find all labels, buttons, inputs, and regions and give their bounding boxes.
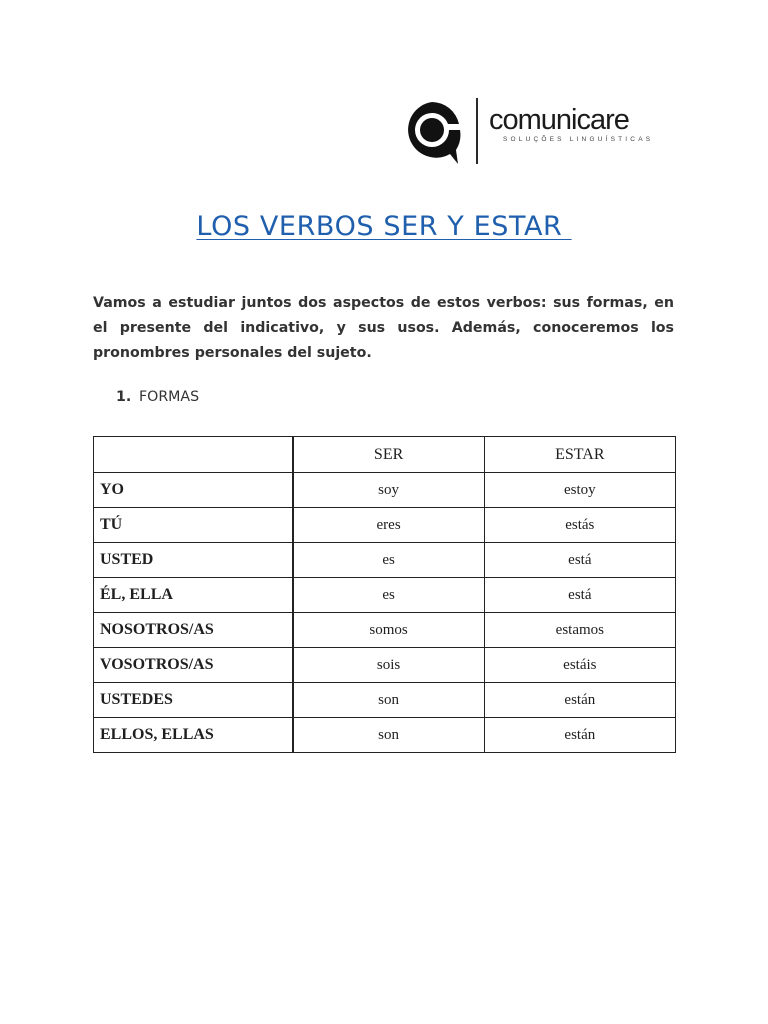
brand-name: comunicare [489,104,629,136]
table-row [94,683,676,718]
pronoun-cell: USTEDES [94,683,293,718]
ser-cell: es [293,543,485,578]
pronoun-cell: ÉL, ELLA [94,578,293,613]
estar-cell: estáis [484,648,675,683]
ser-cell: eres [293,508,485,543]
ser-cell: somos [293,613,485,648]
estar-cell: está [484,578,675,613]
ser-cell: sois [293,648,485,683]
pronoun-cell: TÚ [94,508,293,543]
table-row [94,613,676,648]
table-row [94,718,676,753]
intro-paragraph: Vamos a estudiar juntos dos aspectos de estos verbos: sus formas, en el presente del indicativo, y sus usos. Además, conoceremos los pronombres personales del sujeto. [93,295,674,361]
document-title-text: LOS VERBOS SER Y ESTAR [196,211,572,242]
section-label: FORMAS [139,389,200,405]
table-row [94,508,676,543]
brand-logo [400,96,670,168]
pronoun-cell: NOSOTROS/AS [94,613,293,648]
ser-cell: son [293,718,485,753]
brand-tagline: SOLUÇÕES LINGUÍSTICAS [503,136,654,143]
pronoun-cell: VOSOTROS/AS [94,648,293,683]
estar-cell: estamos [484,613,675,648]
header-estar: ESTAR [484,437,675,473]
header-pronoun [94,437,293,473]
estar-cell: estás [484,508,675,543]
estar-cell: están [484,683,675,718]
table-header-row [94,437,676,473]
table-row [94,543,676,578]
comunicare-c-speech-bubble-icon [400,98,464,166]
verb-forms-table [93,436,676,753]
pronoun-cell: USTED [94,543,293,578]
estar-cell: estoy [484,473,675,508]
estar-cell: está [484,543,675,578]
document-title [0,211,768,243]
logo-divider [476,98,478,164]
header-ser: SER [293,437,485,473]
estar-cell: están [484,718,675,753]
ser-cell: es [293,578,485,613]
pronoun-cell: ELLOS, ELLAS [94,718,293,753]
pronoun-cell: YO [94,473,293,508]
section-heading [116,389,199,405]
table-row [94,473,676,508]
table-row [94,648,676,683]
ser-cell: soy [293,473,485,508]
section-number: 1. [116,389,132,405]
table-row [94,578,676,613]
ser-cell: son [293,683,485,718]
